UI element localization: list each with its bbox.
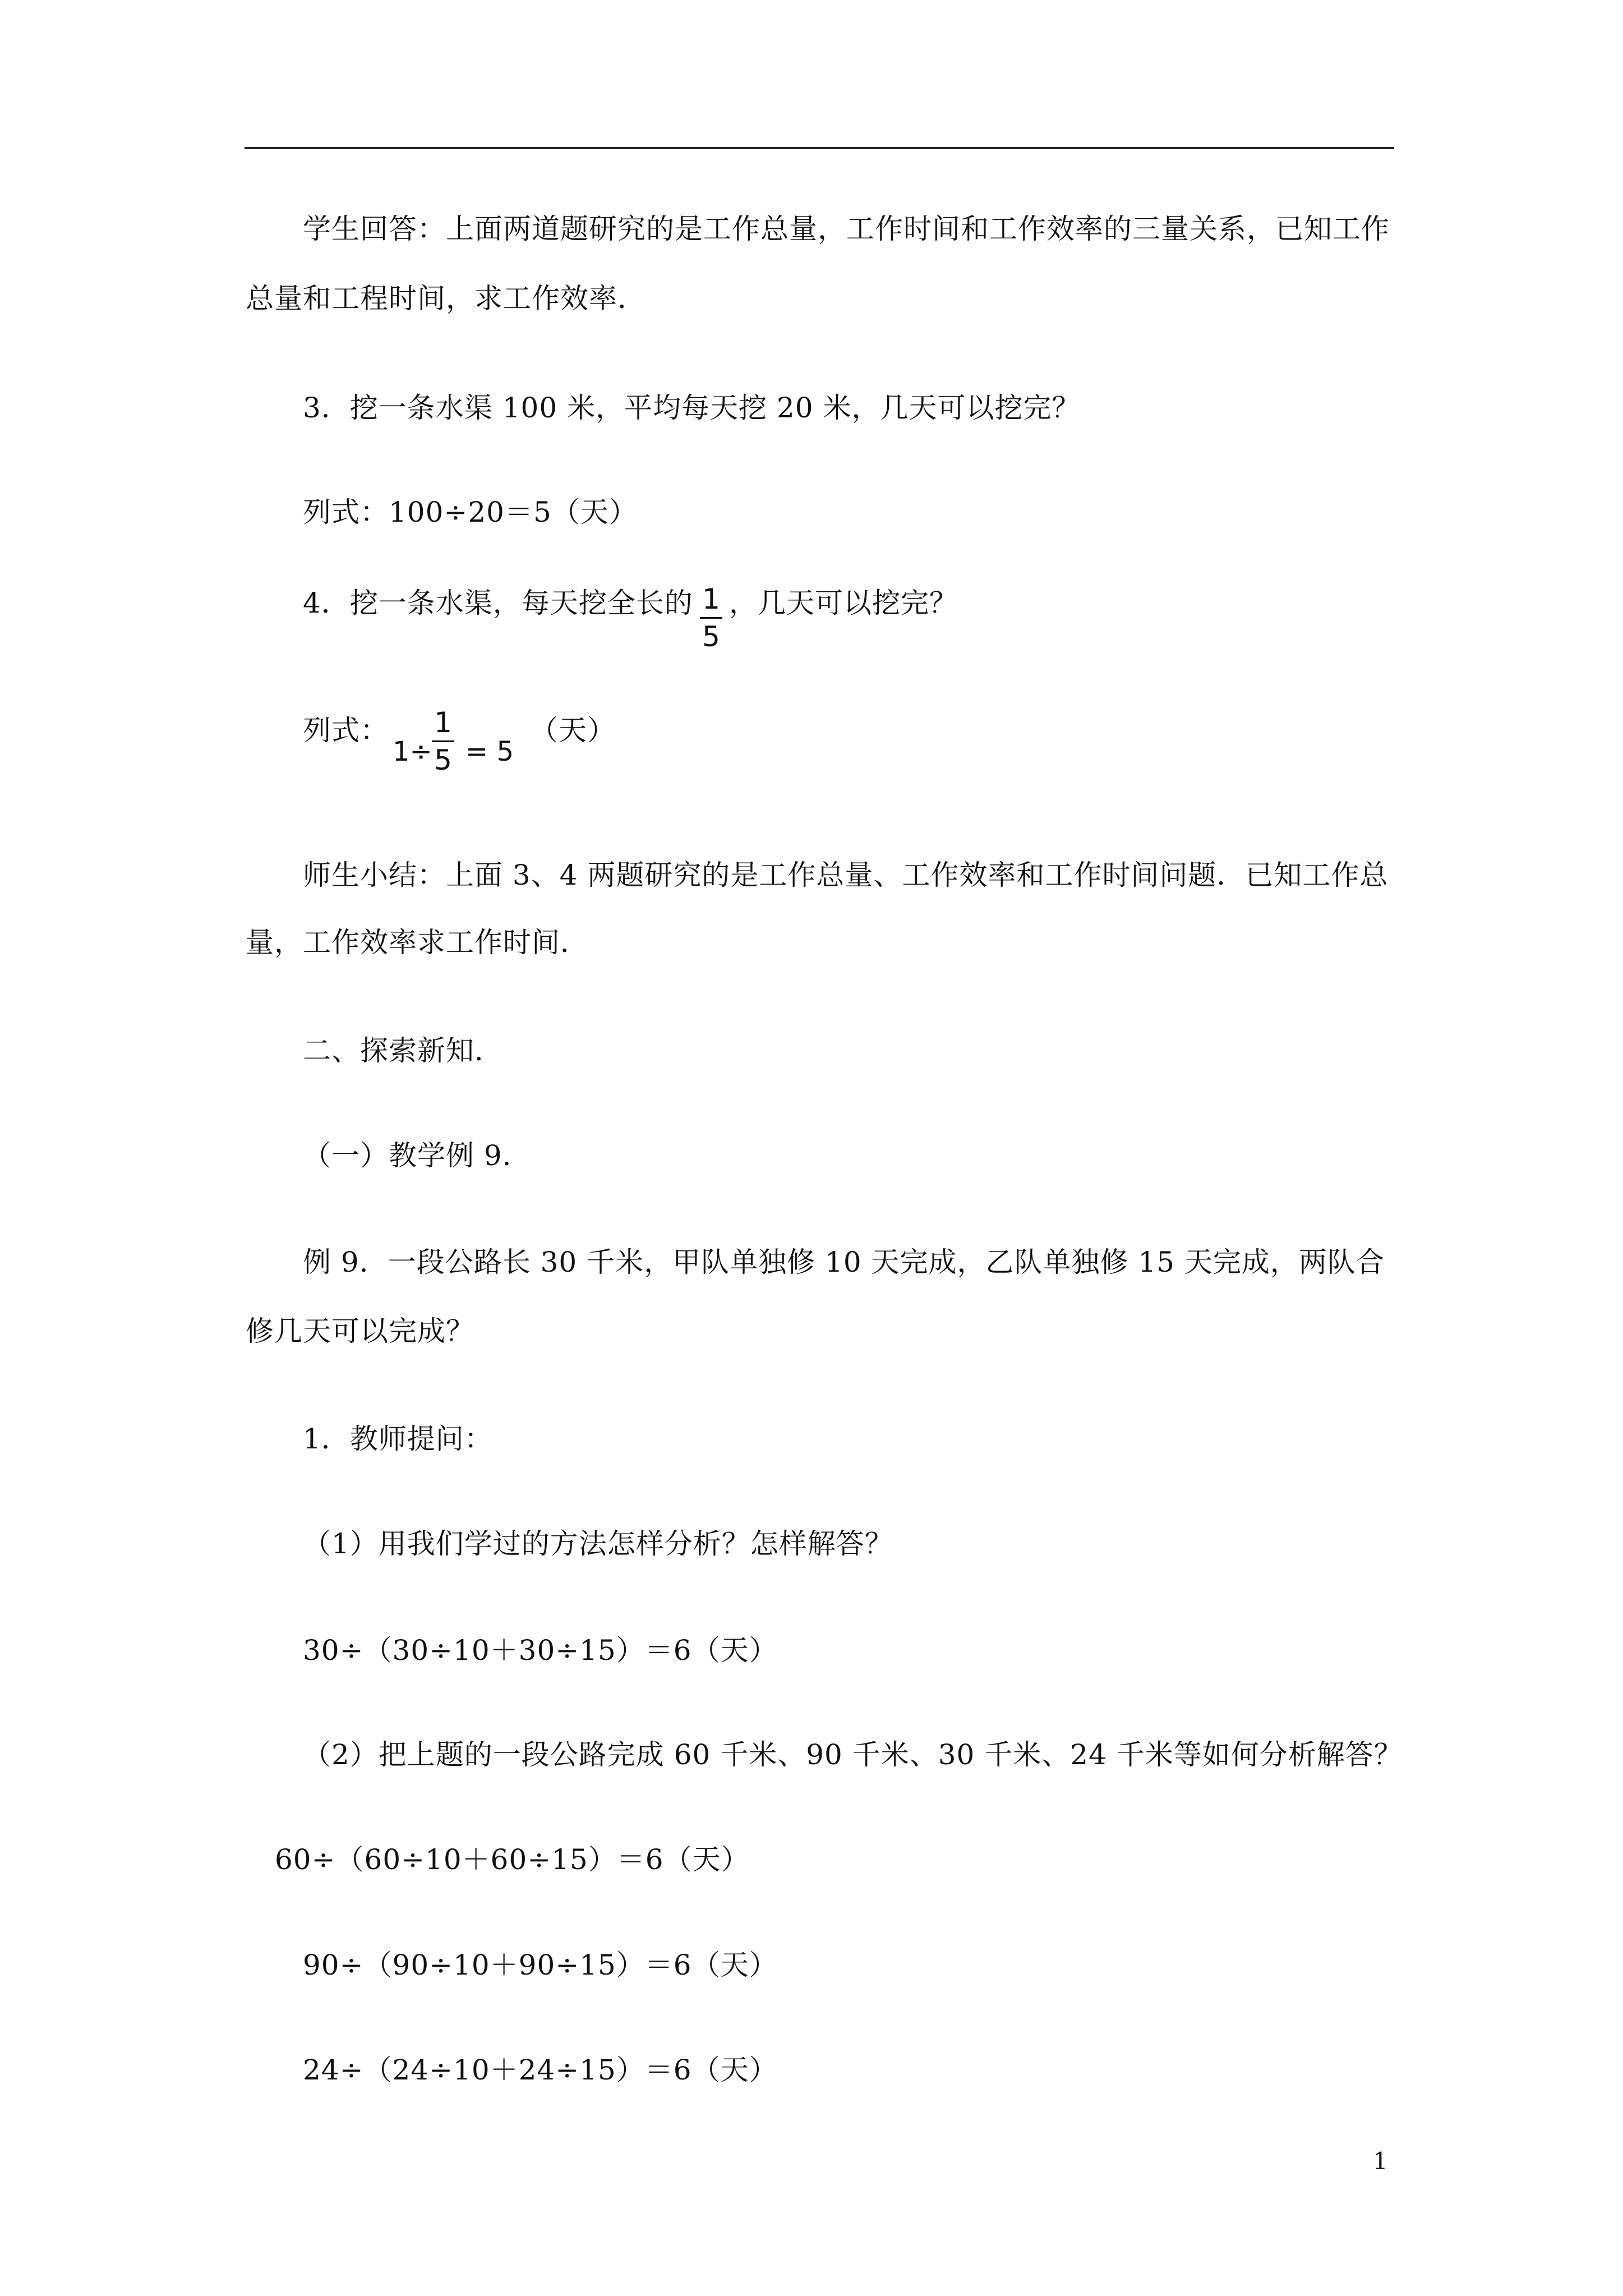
equation-4-left: 1÷ bbox=[393, 736, 432, 767]
equation-90: 90÷（90÷10＋90÷15）＝6（天） bbox=[303, 1949, 778, 1981]
problem-4-text-before-fraction: 4．挖一条水渠，每天挖全长的 bbox=[303, 587, 693, 619]
problem-4-text-after-fraction: ，几天可以挖完？ bbox=[729, 587, 958, 619]
equation-30: 30÷（30÷10＋30÷15）＝6（天） bbox=[303, 1634, 778, 1667]
page-number: 1 bbox=[1373, 2147, 1388, 2175]
question-1: （1）用我们学过的方法怎样分析？怎样解答？ bbox=[303, 1527, 893, 1560]
problem-3: 3．挖一条水渠 100 米，平均每天挖 20 米，几天可以挖完？ bbox=[303, 392, 1081, 424]
paragraph-student-answer-line2: 总量和工程时间，求工作效率． bbox=[246, 282, 646, 315]
fraction-numerator: 1 bbox=[702, 583, 720, 615]
paragraph-student-answer-line1: 学生回答：上面两道题研究的是工作总量，工作时间和工作效率的三量关系，已知工作 bbox=[303, 213, 1390, 245]
question-2: （2）把上题的一段公路完成 60 千米、90 千米、30 千米、24 千米等如何分析解答？ bbox=[303, 1738, 1403, 1771]
subsection-heading-example9: （一）教学例 9． bbox=[303, 1139, 531, 1172]
equation-4-fraction-bar bbox=[432, 740, 454, 742]
equation-4-denominator: 5 bbox=[434, 744, 452, 776]
equation-4-right: = 5 bbox=[465, 736, 514, 767]
example-9-line1: 例 9．一段公路长 30 千米，甲队单独修 10 天完成，乙队单独修 15 天完成，两队合 bbox=[303, 1246, 1385, 1278]
example-9-line2: 修几天可以完成？ bbox=[246, 1315, 474, 1347]
equation-24: 24÷（24÷10＋24÷15）＝6（天） bbox=[303, 2054, 778, 2086]
fraction-denominator: 5 bbox=[702, 620, 720, 653]
teacher-question-heading: 1．教师提问： bbox=[303, 1423, 493, 1455]
equation-3: 列式：100÷20＝5（天） bbox=[303, 496, 638, 528]
equation-4-numerator: 1 bbox=[434, 706, 452, 739]
section-heading-explore: 二、探索新知． bbox=[303, 1034, 503, 1067]
summary-line1: 师生小结：上面 3、4 两题研究的是工作总量、工作效率和工作时间问题．已知工作总 bbox=[303, 859, 1389, 891]
equation-60: 60÷（60÷10＋60÷15）＝6（天） bbox=[275, 1843, 750, 1876]
equation-4-label: 列式： bbox=[303, 714, 389, 747]
equation-4-fraction bbox=[432, 707, 454, 776]
equation-4-unit: （天） bbox=[530, 714, 616, 747]
header-rule bbox=[245, 147, 1394, 149]
fraction-one-fifth bbox=[700, 583, 722, 652]
fraction-bar bbox=[700, 617, 722, 619]
summary-line2: 量，工作效率求工作时间． bbox=[246, 926, 589, 959]
